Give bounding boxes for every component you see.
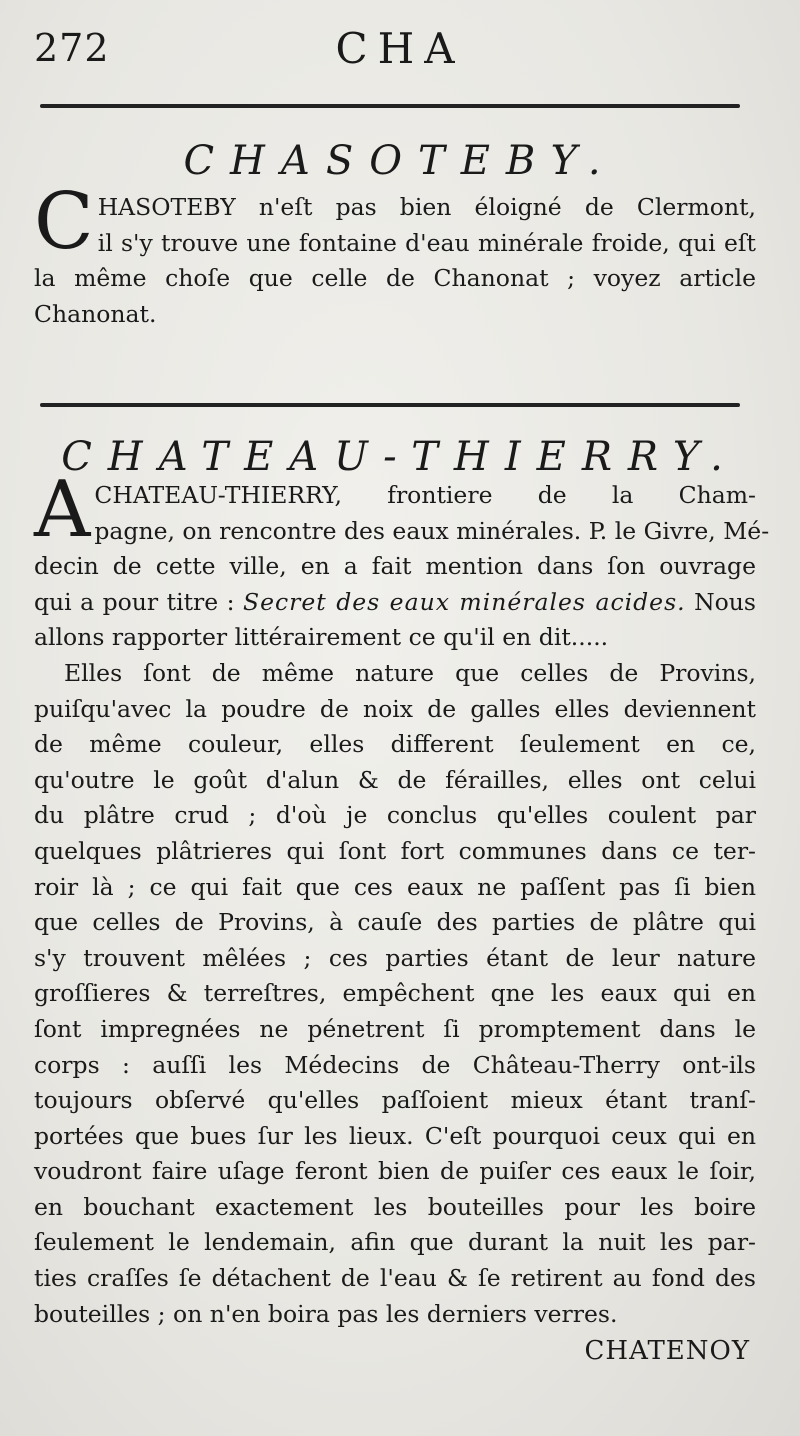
page-number: 272 bbox=[34, 26, 110, 70]
text-line: puiſqu'avec la poudre de noix de galles elles deviennent bbox=[34, 694, 756, 723]
text-line: allons rapporter littérairement ce qu'il en dit..... bbox=[34, 623, 609, 652]
section-title-chasoteby: CHASOTEBY. bbox=[183, 138, 617, 184]
entry-chasoteby bbox=[34, 177, 756, 332]
text-line: roir là ; ce qui fait que ces eaux ne paſſent pas ſi bien bbox=[34, 872, 756, 901]
text-line: il s'y trouve une fontaine d'eau minérale froide, qui eſt bbox=[97, 228, 756, 257]
text-line: qu'outre le goût d'alun & de férailles, elles ont celui bbox=[34, 765, 756, 794]
section-title-chateau-thierry: CHATEAU-THIERRY. bbox=[61, 434, 739, 480]
text-line: toujours obſervé qu'elles paſſoient mieux étant tranſ- bbox=[34, 1086, 756, 1115]
text-line: la même choſe que celle de Chanonat ; voyez article bbox=[34, 264, 756, 293]
text-line: portées que bues ſur les lieux. C'eſt pourquoi ceux qui en bbox=[34, 1121, 756, 1150]
text-line: Elles ſont de même nature que celles de Provins, bbox=[64, 658, 756, 687]
text-line: ſont impregnées ne pénetrent ſi promptement dans le bbox=[34, 1014, 756, 1043]
text-line: decin de cette ville, en a fait mention dans ſon ouvrage bbox=[34, 552, 756, 581]
text-line: que celles de Provins, à cauſe des parties de plâtre qui bbox=[34, 908, 756, 937]
text-fragment: Nous bbox=[694, 587, 756, 616]
text-line: Chanonat. bbox=[34, 299, 157, 328]
page-header bbox=[0, 18, 800, 78]
section-rule bbox=[40, 403, 740, 407]
top-rule bbox=[40, 104, 740, 108]
text-line: ties craſſes ſe détachent de l'eau & ſe retirent au fond des bbox=[34, 1264, 756, 1293]
text-line: ſeulement le lendemain, afin que durant la nuit les par- bbox=[34, 1228, 756, 1257]
text-line: s'y trouvent mêlées ; ces parties étant de leur nature bbox=[34, 943, 756, 972]
text-line: en bouchant exactement les bouteilles pour les boire bbox=[34, 1192, 756, 1221]
cited-work-title: Secret des eaux minérales acides. bbox=[243, 587, 686, 616]
text-line: corps : auſſi les Médecins de Château-Therry ont-ils bbox=[34, 1050, 756, 1079]
text-line: bouteilles ; on n'en boira pas les derniers verres. bbox=[34, 1299, 618, 1328]
text-line: CHATEAU-THIERRY, frontiere de la Cham- bbox=[94, 481, 756, 509]
drop-cap: C bbox=[34, 177, 94, 267]
text-line: quelques plâtrieres qui ſont fort communes dans ce ter- bbox=[34, 836, 756, 865]
text-line: de même couleur, elles different ſeulement en ce, bbox=[34, 730, 756, 759]
drop-cap: A bbox=[34, 465, 91, 555]
text-line: groſſieres & terreſtres, empêchent qne les eaux qui en bbox=[34, 979, 756, 1008]
text-line-with-title bbox=[34, 585, 756, 621]
text-fragment: qui a pour titre : bbox=[34, 587, 235, 616]
text-line: du plâtre crud ; d'où je conclus qu'elles coulent par bbox=[34, 801, 756, 830]
entry-chateau-thierry bbox=[34, 465, 770, 1332]
catchword: CHATENOY bbox=[584, 1336, 750, 1366]
text-line: voudront faire uſage feront bien de puiſer ces eaux le ſoir, bbox=[34, 1157, 756, 1186]
text-line: pagne, on rencontre des eaux minérales. P. le Givre, Mé- bbox=[94, 516, 770, 545]
running-head: CHA bbox=[335, 24, 465, 73]
text-line: HASOTEBY n'eſt pas bien éloigné de Clermont, bbox=[97, 193, 756, 221]
